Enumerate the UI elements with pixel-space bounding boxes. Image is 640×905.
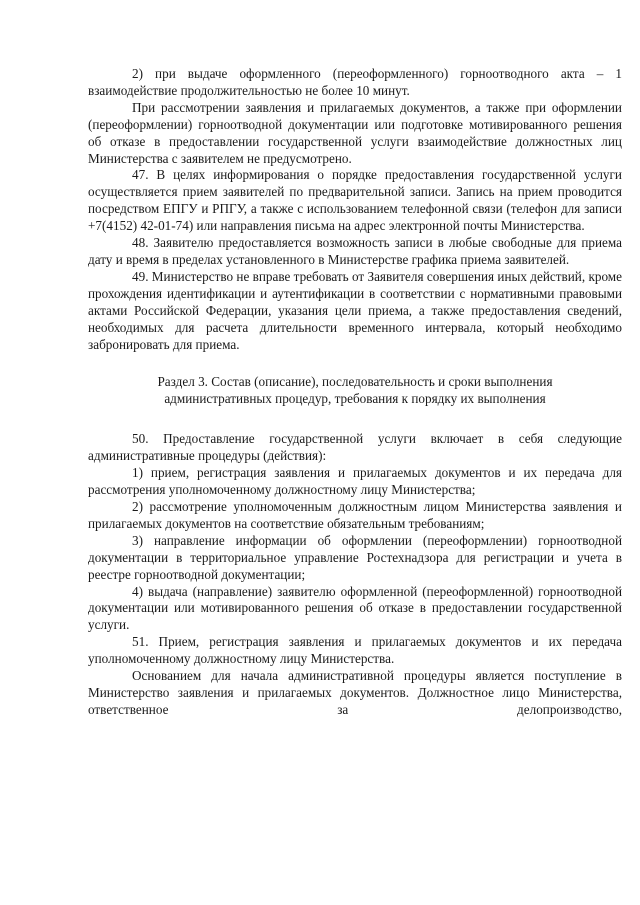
section-3-heading bbox=[88, 373, 622, 407]
paragraph-50: 50. Предоставление государственной услуги включает в себя следующие административные процедуры (действия): bbox=[88, 431, 622, 464]
paragraph-48: 48. Заявителю предоставляется возможность записи в любые свободные для приема дату и время в пределах установленного в Министерстве графика приема заявителей. bbox=[88, 235, 622, 267]
paragraph-49: 49. Министерство не вправе требовать от Заявителя совершения иных действий, кроме прохождения идентификации и аутентификации в соответствии с нормативными правовыми актами Российской Федерации, указания цели приема, а также предоставления сведений, необходимых для расчета длительности временного интервала, который необходимо забронировать для приема. bbox=[88, 268, 622, 352]
paragraph-51: 51. Прием, регистрация заявления и прилагаемых документов и их передача уполномоченному должностному лицу Министерства. bbox=[88, 634, 622, 667]
paragraph-basis: Основанием для начала административной процедуры является поступление в Министерство заявления и прилагаемых документов. Должностное лицо Министерства, ответственное за делопроизводство, bbox=[88, 668, 622, 717]
paragraph-47: 47. В целях информирования о порядке предоставления государственной услуги осуществляется прием заявителей по предварительной записи. Запись на прием проводится посредством ЕПГУ и РПГУ, а также с использованием телефонной связи (телефон для записи +7(4152) 42-01-74) или направления письма на адрес электронной почты Министерства. bbox=[88, 167, 622, 234]
paragraph-46-item-2: 2) при выдаче оформленного (переоформленного) горноотводного акта – 1 взаимодействие продолжительностью не более 10 минут. bbox=[88, 66, 622, 98]
paragraph-no-interaction: При рассмотрении заявления и прилагаемых документов, а также при оформлении (переоформлении) горноотводной документации или подготовке мотивированного решения об отказе в предоставлении государственной услуги взаимодействие должностных лиц Министерства с заявителем не предусмотрено. bbox=[88, 99, 622, 166]
document-page bbox=[88, 66, 622, 719]
section-subtitle: административных процедур, требования к порядку их выполнения bbox=[164, 391, 546, 407]
procedure-1: 1) прием, регистрация заявления и прилагаемых документов и их передача для рассмотрения уполномоченному должностному лицу Министерства; bbox=[88, 465, 622, 498]
procedure-4: 4) выдача (направление) заявителю оформленной (переоформленной) горноотводной документации или мотивированного решения об отказе в предоставлении государственной услуги. bbox=[88, 583, 622, 633]
procedure-2: 2) рассмотрение уполномоченным должностным лицом Министерства заявления и прилагаемых документов на соответствие обязательным требованиям; bbox=[88, 499, 622, 531]
section-title: Раздел 3. Состав (описание), последовательность и сроки выполнения bbox=[157, 374, 553, 390]
procedure-3: 3) направление информации об оформлении (переоформлении) горноотводной документации в территориальное управление Ростехнадзора для регистрации и учета в реестре горноотводной документации; bbox=[88, 532, 622, 582]
